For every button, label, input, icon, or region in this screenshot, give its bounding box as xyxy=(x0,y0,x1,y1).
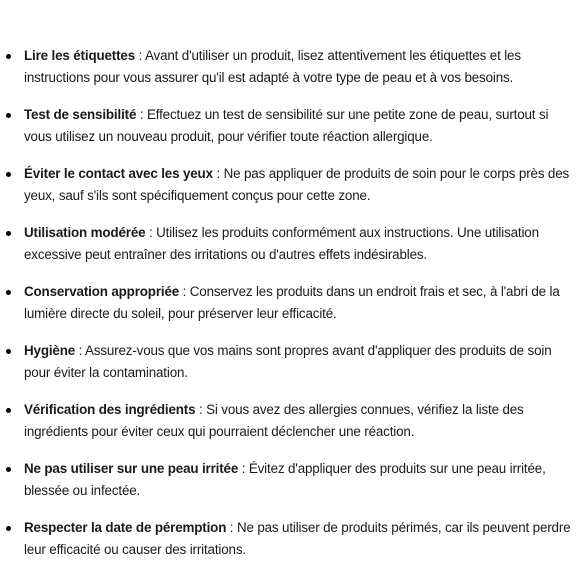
item-text: : Ne pas appliquer de produits de soin pour le corps près des yeux, sauf s'ils sont spécifiquement conçus pour cette zone. xyxy=(24,166,570,203)
bullet-icon xyxy=(6,526,11,531)
item-text: : Effectuez un test de sensibilité sur une petite zone de peau, surtout si vous utilisez un nouveau produit, pour vérifier toute réaction allergique. xyxy=(24,107,549,144)
item-term: Utilisation modérée xyxy=(24,225,146,240)
list-item-irritated-skin xyxy=(0,458,577,502)
item-text: : Conservez les produits dans un endroit frais et sec, à l'abri de la lumière directe du soleil, pour préserver leur efficacité. xyxy=(24,284,560,321)
item-term: Test de sensibilité xyxy=(24,107,137,122)
list-item-labels xyxy=(0,45,577,89)
list-item-expiry-date xyxy=(0,517,577,561)
item-term: Ne pas utiliser sur une peau irritée xyxy=(24,461,239,476)
list-item-avoid-eyes xyxy=(0,163,577,207)
bullet-icon xyxy=(6,231,11,236)
list-item-moderate-use xyxy=(0,222,577,266)
list-item-ingredients xyxy=(0,399,577,443)
bullet-icon xyxy=(6,467,11,472)
item-term: Respecter la date de péremption xyxy=(24,520,227,535)
list-item-storage xyxy=(0,281,577,325)
item-term: Hygiène xyxy=(24,343,76,358)
item-term: Vérification des ingrédients xyxy=(24,402,196,417)
bullet-icon xyxy=(6,349,11,354)
bullet-icon xyxy=(6,172,11,177)
list-item-hygiene xyxy=(0,340,577,384)
bullet-icon xyxy=(6,290,11,295)
item-text: : Utilisez les produits conformément aux instructions. Une utilisation excessive peut entraîner des irritations ou d'autres effets indésirables. xyxy=(24,225,539,262)
item-text: : Ne pas utiliser de produits périmés, car ils peuvent perdre leur efficacité ou causer des irritations. xyxy=(24,520,571,557)
list-item-sensitivity-test xyxy=(0,104,577,148)
item-term: Lire les étiquettes xyxy=(24,48,136,63)
item-text: : Évitez d'appliquer des produits sur une peau irritée, blessée ou infectée. xyxy=(24,461,546,498)
item-term: Conservation appropriée xyxy=(24,284,180,299)
bullet-icon xyxy=(6,113,11,118)
item-text: : Assurez-vous que vos mains sont propres avant d'appliquer des produits de soin pour éviter la contamination. xyxy=(24,343,552,380)
bullet-icon xyxy=(6,54,11,59)
bullet-list xyxy=(0,45,577,576)
item-term: Éviter le contact avec les yeux xyxy=(24,166,213,181)
bullet-icon xyxy=(6,408,11,413)
item-text: : Si vous avez des allergies connues, vérifiez la liste des ingrédients pour éviter ceux qui pourraient déclencher une réaction. xyxy=(24,402,524,439)
item-text: : Avant d'utiliser un produit, lisez attentivement les étiquettes et les instructions pour vous assurer qu'il est adapté à votre type de peau et à vos besoins. xyxy=(24,48,521,85)
